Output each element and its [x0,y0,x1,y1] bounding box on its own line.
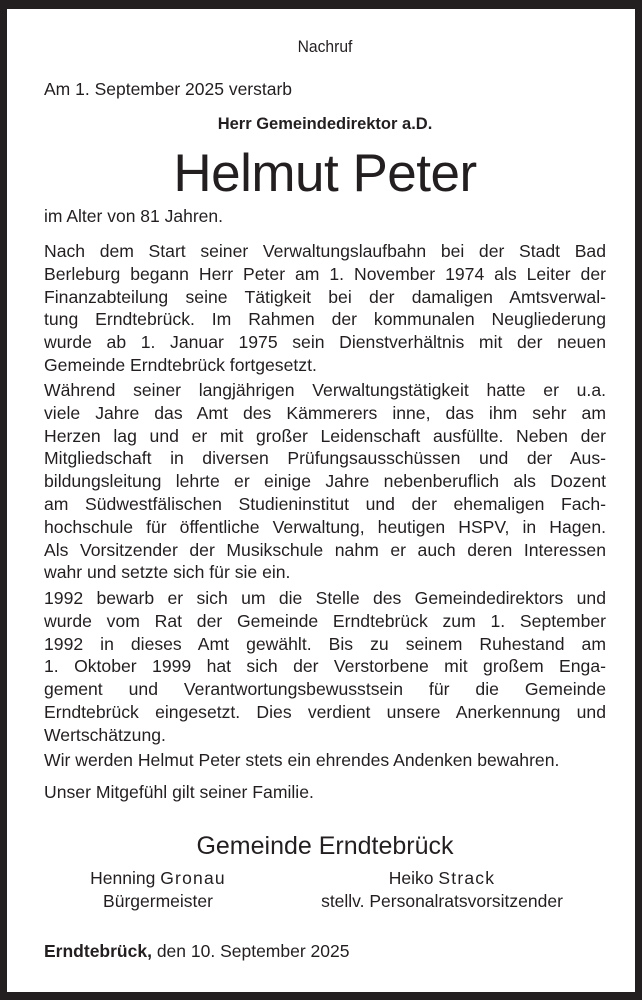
text-line: hochschule für öffentliche Verwaltung, heutigen HSPV, in Hagen. [44,516,606,537]
deceased-title: Herr Gemeindedirektor a.D. [217,115,433,133]
signatory-staff-council [292,867,592,913]
text-line: Herzen lag und er mit großer Leidenschaft ausfüllte. Neben der [44,425,606,446]
signatory-first-name: Henning [90,868,156,888]
paragraph-remembrance [44,749,606,772]
text-line: am Südwestfälischen Studieninstitut und der ehemaligen Fach- [44,493,606,514]
signatory-first-name: Heiko [388,868,434,888]
organization-name: Gemeinde Erndtebrück [196,832,454,860]
text-line: 1. Oktober 1999 hat sich der Verstorbene mit großem Enga- [44,656,606,677]
text-line: Wertschätzung. [44,724,166,745]
signatory-role: Bürgermeister [103,891,213,911]
paragraph-director-tenure [44,587,606,747]
text-line: Wir werden Helmut Peter stets ein ehrendes Andenken bewahren. [44,750,560,770]
deceased-name: Helmut Peter [173,144,477,203]
text-line: wahr und setzte sich für sie ein. [44,562,291,583]
obituary-notice [7,9,635,992]
text-line: Als Vorsitzender der Musikschule nahm er auch deren Interessen [44,539,606,560]
text-line: Nach dem Start seiner Verwaltungslaufbahn bei der Stadt Bad [44,241,606,261]
text-line: Erndtebrück eingesetzt. Dies verdient unsere Anerkennung und [44,701,606,722]
text-line: Unser Mitgefühl gilt seiner Familie. [44,782,314,802]
signatory-role: stellv. Personalratsvorsitzender [321,891,563,911]
text-line: wurde vom Rat der Gemeinde Erndtebrück zum 1. September [44,610,606,631]
text-line: viele Jahre das Amt des Kämmerers inne, das ihm sehr am [44,402,606,423]
date: den 10. September 2025 [151,941,350,961]
text-line: 1992 bewarb er sich um die Stelle des Gemeindedirektors und [44,588,606,608]
text-line: tung Erndtebrück. Im Rahmen der kommunalen Neugliederung [44,309,606,330]
notice-heading: Nachruf [297,37,353,56]
paragraph-career-duties [44,379,606,584]
deceased-age: im Alter von 81 Jahren. [44,206,223,226]
text-line: Mitgliedschaft in diversen Prüfungsausschüssen und der Aus- [44,448,606,469]
signatory-last-name: Strack [438,868,496,888]
place: Erndtebrück, [44,941,152,961]
death-announcement: Am 1. September 2025 verstarb [44,79,293,99]
text-line: gement und Verantwortungsbewusstsein für die Gemeinde [44,679,606,700]
text-line: Berleburg begann Herr Peter am 1. November 1974 als Leiter der [44,263,606,284]
text-line: wurde ab 1. Januar 1975 sein Dienstverhältnis mit der neuen [44,332,606,353]
place-and-date [44,941,349,962]
paragraph-condolence [44,781,606,804]
text-line: Gemeinde Erndtebrück fortgesetzt. [44,354,317,375]
text-line: Während seiner langjährigen Verwaltungstätigkeit hatte er u.a. [44,380,606,400]
text-line: Finanzabteilung seine Tätigkeit bei der damaligen Amtsverwal- [44,286,606,307]
paragraph-career-start [44,240,606,377]
signatory-name [292,867,592,890]
signatory-last-name: Gronau [160,868,226,888]
text-line: bildungsleitung lehrte er einige Jahre nebenberuflich als Dozent [44,471,606,492]
signatory-mayor [62,867,254,913]
text-line: 1992 in dieses Amt gewählt. Bis zu seinem Ruhestand am [44,633,606,654]
signatory-name [62,867,254,890]
